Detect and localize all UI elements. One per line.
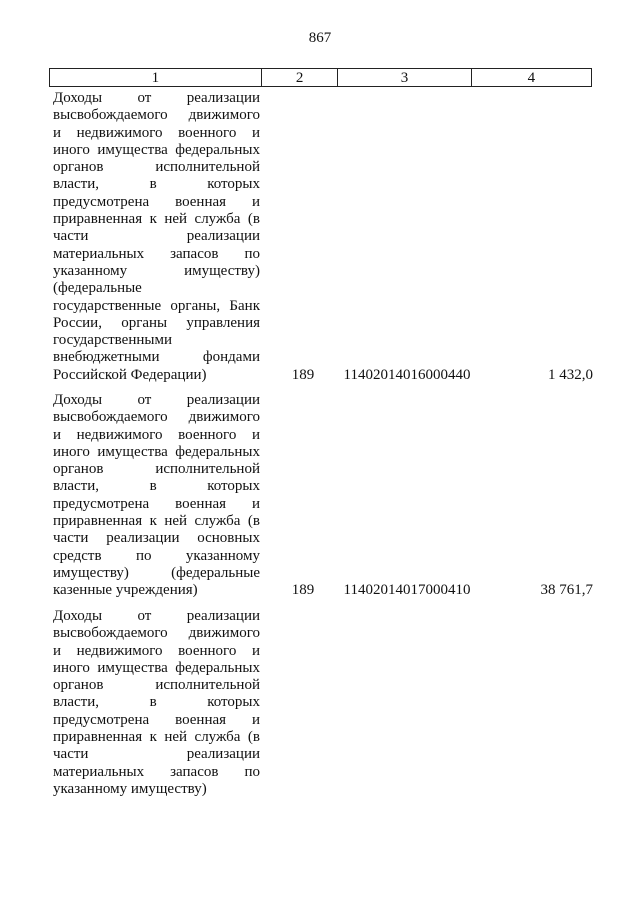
description-line: Доходы от реализации xyxy=(53,392,260,408)
description-line: предусмотрена военная и xyxy=(53,193,260,210)
description-line: России, органы управления xyxy=(53,314,260,331)
description-line: казенные учреждения) xyxy=(53,582,198,599)
description-line: указанному имуществу) xyxy=(53,780,207,797)
description-line: внебюджетными фондами xyxy=(53,349,260,366)
income-description xyxy=(53,608,260,798)
description-line: части реализации основных xyxy=(53,530,260,547)
description-line: иного имущества федеральных xyxy=(53,141,260,158)
amount-value: 38 761,7 xyxy=(540,582,593,599)
description-line: материальных запасов по xyxy=(53,245,260,262)
admin-code: 189 xyxy=(291,582,315,599)
admin-code: 189 xyxy=(291,366,315,383)
header-col-3: 3 xyxy=(337,69,470,86)
description-line: части реализации xyxy=(53,746,260,763)
description-line: и недвижимого военного и xyxy=(53,642,260,659)
income-description xyxy=(53,90,260,384)
description-line: власти, в которых xyxy=(53,176,260,193)
description-line: материальных запасов по xyxy=(53,763,260,780)
description-line: приравненная к ней служба (в xyxy=(53,729,260,746)
header-col-4: 4 xyxy=(471,69,591,86)
description-line: (федеральные xyxy=(53,280,142,297)
description-line: государственные органы, Банк xyxy=(53,297,260,314)
description-line: и недвижимого военного и xyxy=(53,426,260,443)
description-line: указанному имуществу) xyxy=(53,262,260,279)
description-line: высвобождаемого движимого xyxy=(53,409,260,426)
description-line: предусмотрена военная и xyxy=(53,495,260,512)
description-line: иного имущества федеральных xyxy=(53,659,260,676)
description-line: иного имущества федеральных xyxy=(53,443,260,460)
description-line: высвобождаемого движимого xyxy=(53,625,260,642)
description-line: Доходы от реализации xyxy=(53,608,260,624)
table-header xyxy=(49,68,592,87)
description-line: приравненная к ней служба (в xyxy=(53,513,260,530)
income-code: 11402014016000440 xyxy=(343,366,471,383)
description-line: органов исполнительной xyxy=(53,159,260,176)
description-line: имуществу) (федеральные xyxy=(53,564,260,581)
description-line: и недвижимого военного и xyxy=(53,124,260,141)
amount-value: 1 432,0 xyxy=(548,366,593,383)
header-col-1: 1 xyxy=(151,70,160,86)
description-line: средств по указанному xyxy=(53,547,260,564)
header-col-2: 2 xyxy=(261,69,338,86)
description-line: органов исполнительной xyxy=(53,461,260,478)
description-line: государственными xyxy=(53,332,172,349)
description-line: высвобождаемого движимого xyxy=(53,107,260,124)
description-line: власти, в которых xyxy=(53,694,260,711)
page-number: 867 xyxy=(308,30,332,46)
description-line: предусмотрена военная и xyxy=(53,711,260,728)
description-line: власти, в которых xyxy=(53,478,260,495)
income-description xyxy=(53,392,260,600)
income-code: 11402014017000410 xyxy=(343,582,471,599)
description-line: приравненная к ней служба (в xyxy=(53,211,260,228)
description-line: Российской Федерации) xyxy=(53,366,207,383)
description-line: части реализации xyxy=(53,228,260,245)
description-line: Доходы от реализации xyxy=(53,90,260,106)
description-line: органов исполнительной xyxy=(53,677,260,694)
